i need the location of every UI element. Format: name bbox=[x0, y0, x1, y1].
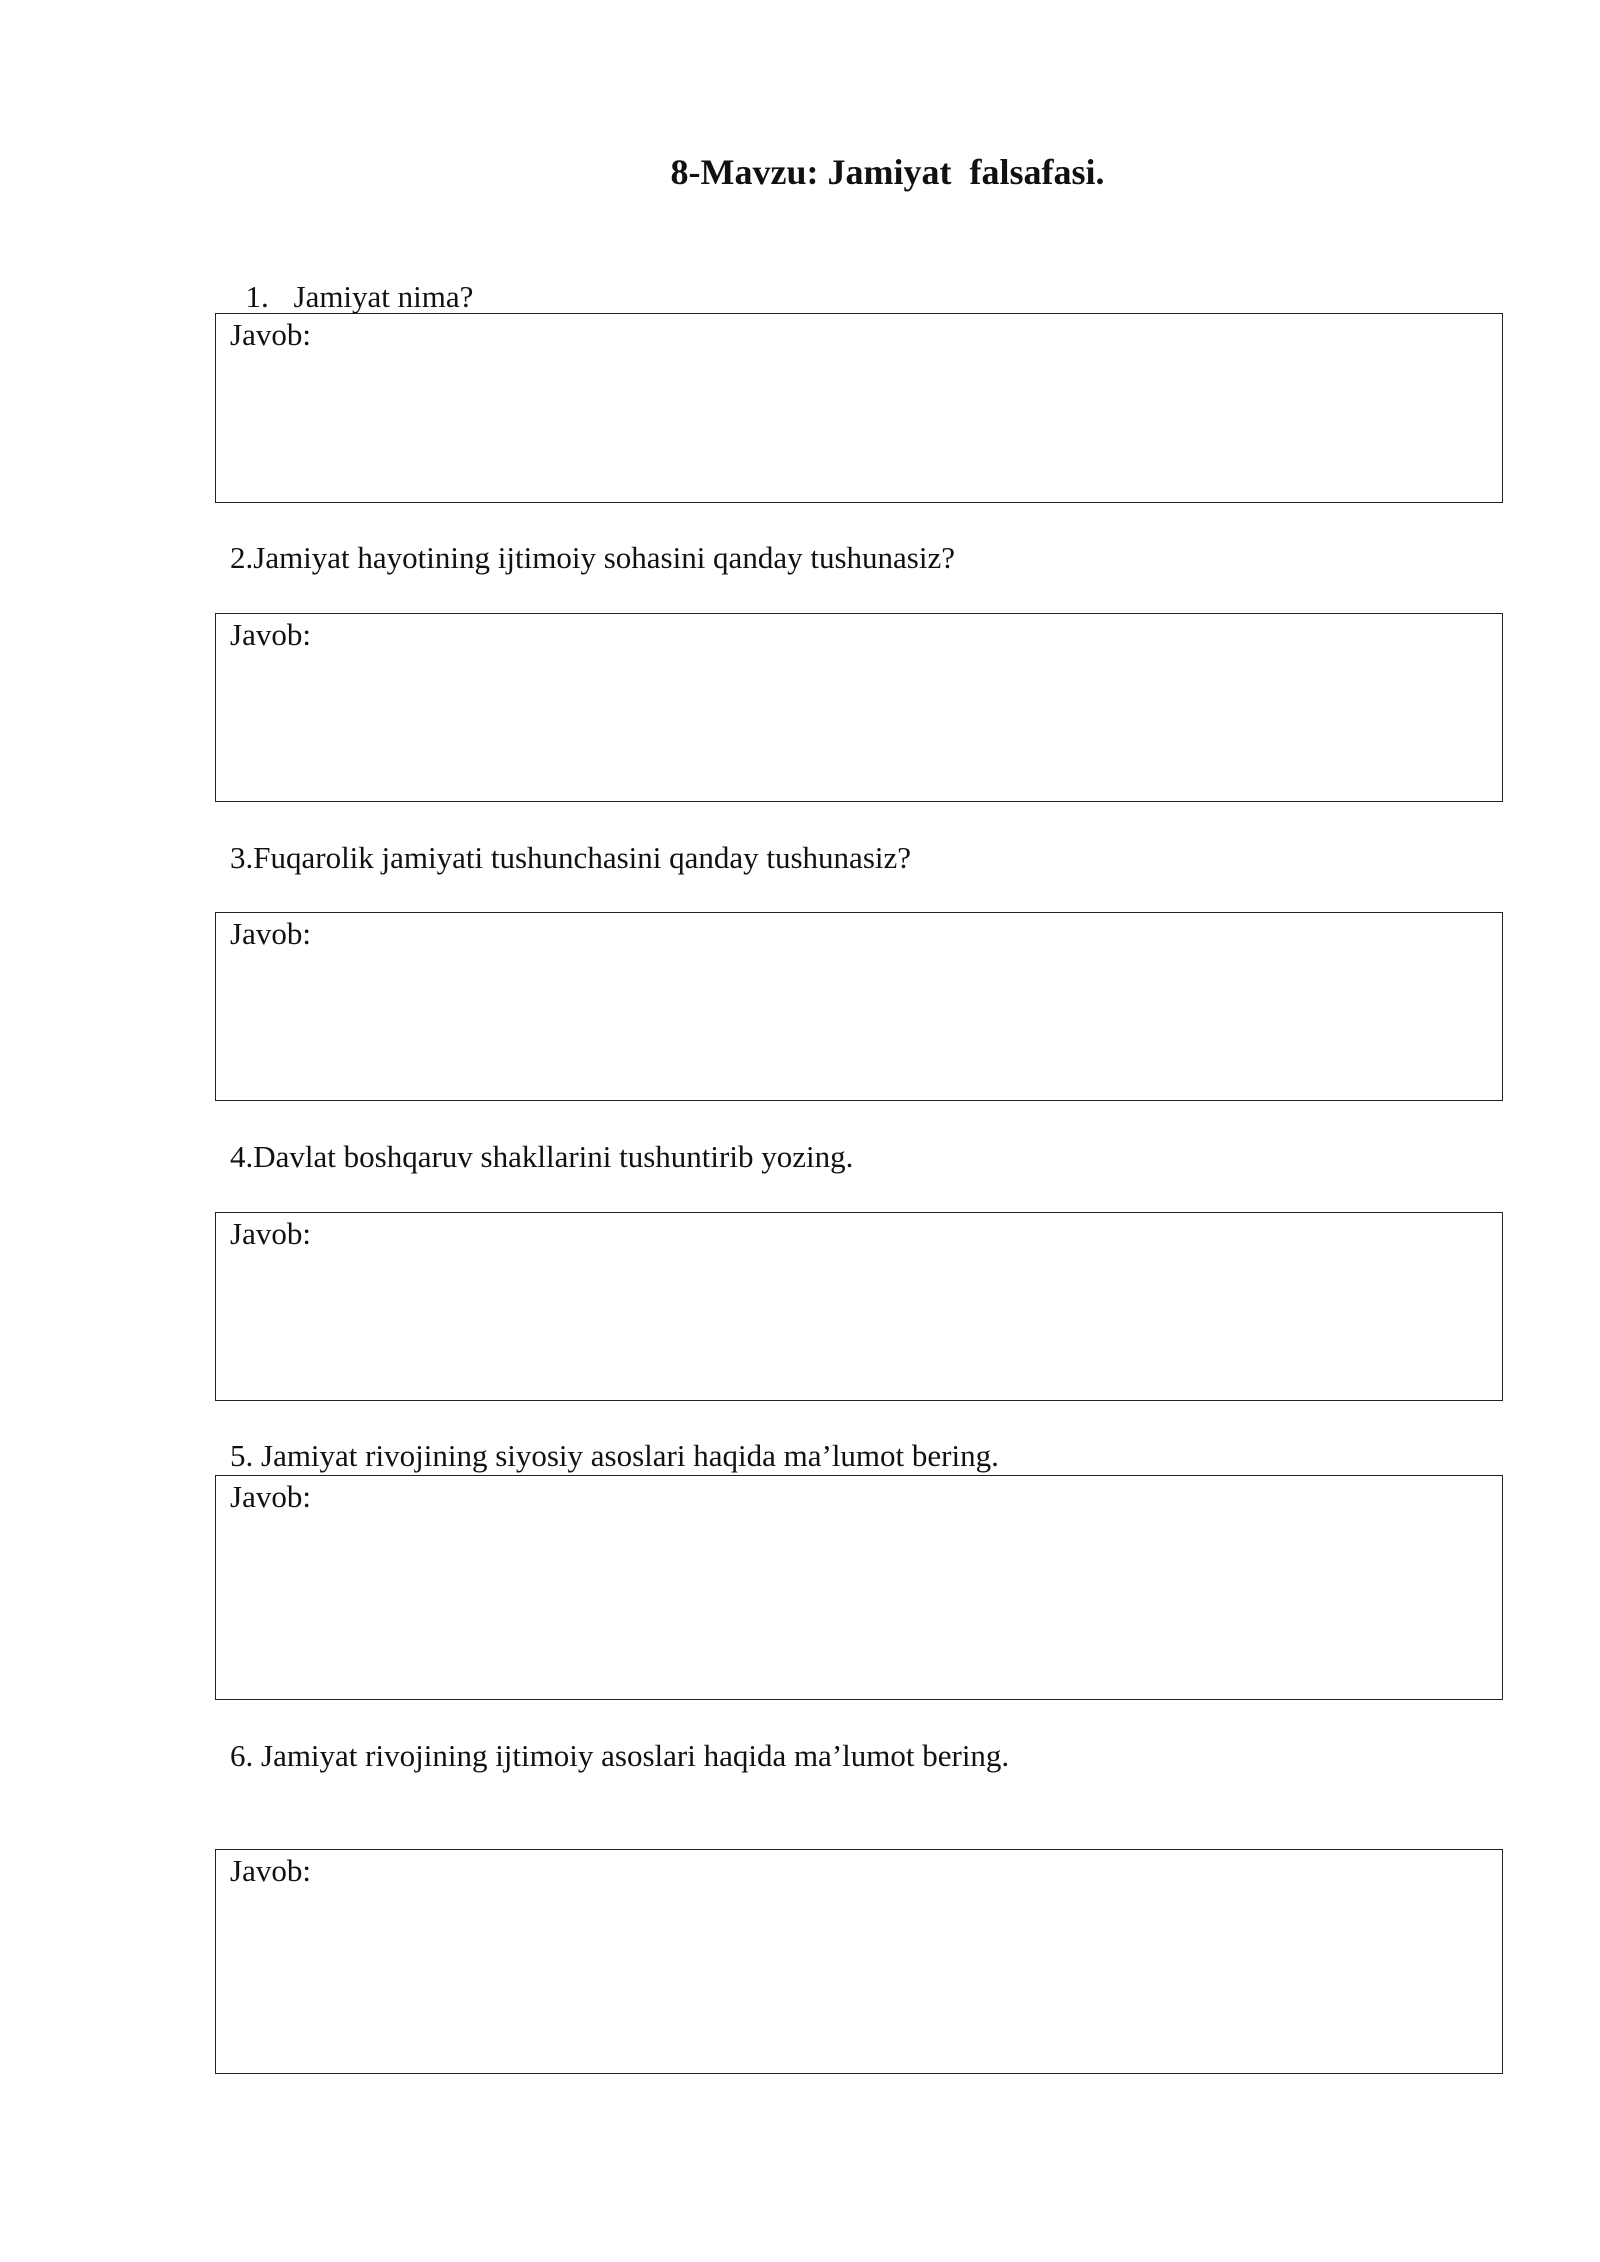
answer-label: Javob: bbox=[230, 617, 311, 652]
question-3: 3.Fuqarolik jamiyati tushunchasini qanday tushunasiz? bbox=[230, 840, 912, 875]
answer-box-6[interactable] bbox=[215, 1849, 1503, 2074]
answer-box-1[interactable] bbox=[215, 313, 1503, 503]
answer-label: Javob: bbox=[230, 916, 311, 951]
answer-label: Javob: bbox=[230, 1216, 311, 1251]
page-title: 8-Mavzu: Jamiyat falsafasi. bbox=[670, 152, 1105, 192]
question-2: 2.Jamiyat hayotining ijtimoiy sohasini qanday tushunasiz? bbox=[230, 540, 955, 575]
answer-box-4[interactable] bbox=[215, 1212, 1503, 1401]
answer-label: Javob: bbox=[230, 1853, 311, 1888]
answer-box-2[interactable] bbox=[215, 613, 1503, 802]
answer-label: Javob: bbox=[230, 317, 311, 352]
question-1-text: Jamiyat nima? bbox=[293, 279, 474, 314]
answer-label: Javob: bbox=[230, 1479, 311, 1514]
question-4: 4.Davlat boshqaruv shakllarini tushuntirib yozing. bbox=[230, 1139, 854, 1174]
answer-box-3[interactable] bbox=[215, 912, 1503, 1101]
question-5: 5. Jamiyat rivojining siyosiy asoslari haqida ma’lumot bering. bbox=[230, 1438, 999, 1473]
answer-box-5[interactable] bbox=[215, 1475, 1503, 1700]
question-1 bbox=[230, 240, 473, 316]
question-6: 6. Jamiyat rivojining ijtimoiy asoslari haqida ma’lumot bering. bbox=[230, 1738, 1010, 1773]
question-1-number: 1. bbox=[245, 279, 269, 314]
